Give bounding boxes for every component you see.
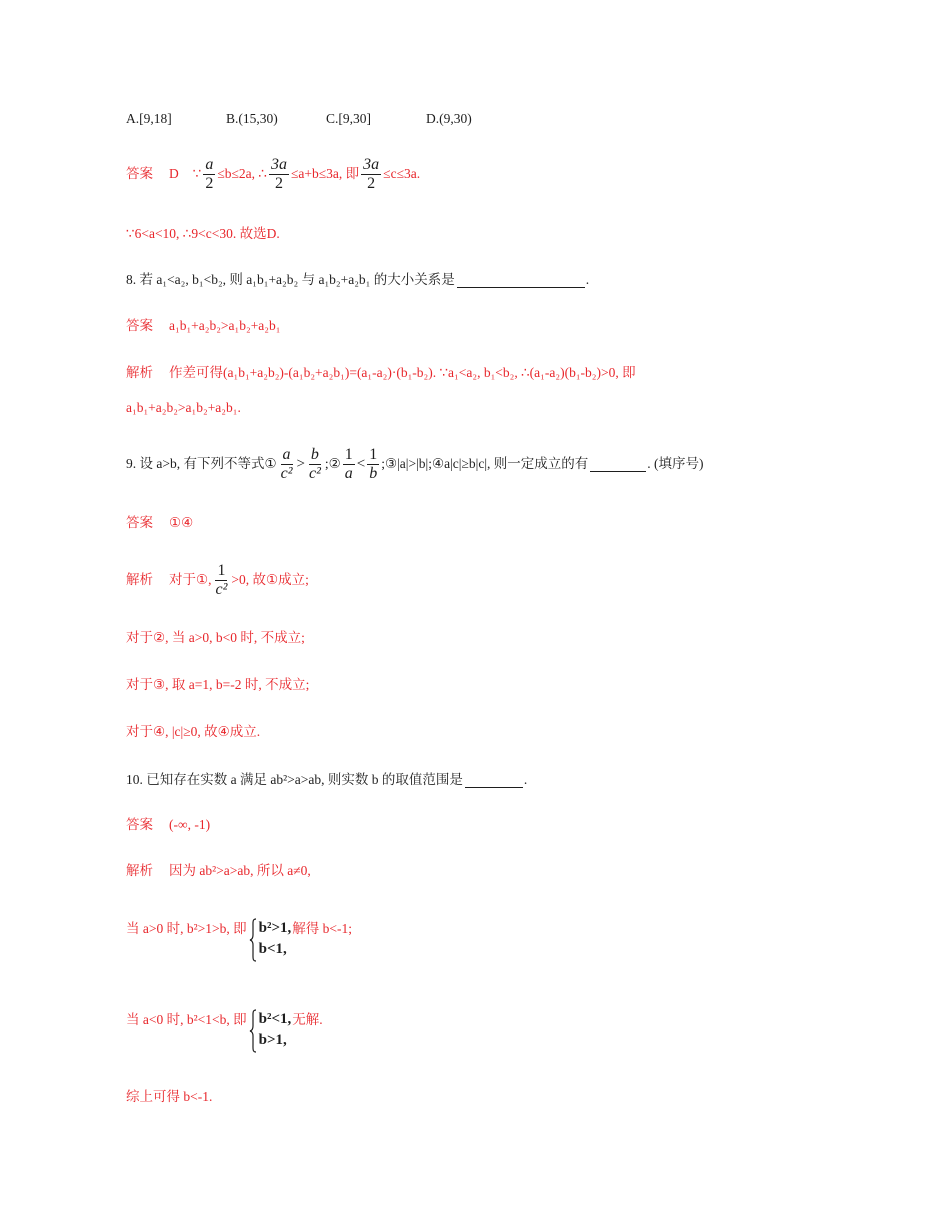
analysis-text: 对于③, 取 a=1, b=-2 时, 不成立; bbox=[126, 677, 310, 692]
q10-case-2 bbox=[126, 1009, 323, 1053]
fraction bbox=[307, 447, 323, 482]
analysis-label: 解析 bbox=[126, 572, 153, 587]
answer-blank bbox=[457, 273, 585, 288]
q9-analysis-row-2 bbox=[126, 628, 305, 648]
answer-value: ①④ bbox=[169, 515, 194, 530]
math-operator: < bbox=[356, 456, 366, 472]
question-text: 10. 已知存在实数 a 满足 ab²>a>ab, 则实数 b 的取值范围是 bbox=[126, 772, 463, 787]
q10-stem bbox=[126, 770, 527, 790]
answer-blank bbox=[590, 457, 646, 472]
q7-options bbox=[126, 109, 526, 129]
answer-label: 答案 bbox=[126, 318, 153, 333]
question-text-end: . (填序号) bbox=[647, 456, 704, 471]
fraction-numerator: b bbox=[310, 445, 319, 463]
q10-analysis-row bbox=[126, 861, 311, 881]
system-row: b²<1, bbox=[258, 1011, 292, 1027]
q7-solution-line-2 bbox=[126, 224, 280, 244]
q9-analysis-row-3 bbox=[126, 675, 309, 695]
fraction-numerator: 1 bbox=[217, 561, 226, 579]
inequality-system bbox=[259, 1009, 292, 1051]
q10-answer-row bbox=[126, 815, 210, 835]
analysis-text: 作差可得(a₁b₁+a₂b₂)-(a₁b₂+a₂b₁)=(a₁-a₂)·(b₁-b₂). ∵a₁<a₂, b₁<b₂, ∴(a₁-a₂)(b₁-b₂)>0, 即 bbox=[169, 365, 636, 380]
option-b: B.(15,30) bbox=[226, 111, 278, 126]
answer-label: 答案 bbox=[126, 515, 153, 530]
question-text: ;③|a|>|b|;④a|c|≥b|c|, 则一定成立的有 bbox=[381, 456, 589, 471]
fraction bbox=[279, 447, 295, 482]
q7-answer-row bbox=[126, 154, 420, 194]
answer-label: 答案 bbox=[126, 817, 153, 832]
fraction bbox=[203, 157, 215, 192]
fraction bbox=[213, 563, 229, 598]
system-row: b<1, bbox=[258, 941, 287, 957]
analysis-text: 对于④, |c|≥0, 故④成立. bbox=[126, 724, 261, 739]
fraction bbox=[361, 157, 381, 192]
conclusion-text: 综上可得 b<-1. bbox=[126, 1089, 213, 1104]
fraction-numerator: 1 bbox=[344, 445, 353, 463]
q8-analysis-row bbox=[126, 363, 636, 383]
option-d: D.(9,30) bbox=[426, 111, 472, 126]
case-suffix: 解得 b<-1; bbox=[292, 921, 353, 936]
analysis-text: 因为 ab²>a>ab, 所以 a≠0, bbox=[169, 863, 311, 878]
q9-stem bbox=[126, 444, 704, 484]
fraction bbox=[367, 447, 379, 482]
q9-analysis-row-4 bbox=[126, 722, 260, 742]
analysis-text: 对于①, bbox=[169, 572, 212, 587]
analysis-text: a₁b₁+a₂b₂>a₁b₂+a₂b₁. bbox=[126, 400, 241, 415]
option-a: A.[9,18] bbox=[126, 111, 172, 126]
q9-answer-row bbox=[126, 513, 193, 533]
fraction-denominator: b bbox=[369, 464, 378, 482]
fraction-numerator: a bbox=[282, 445, 291, 463]
answer-blank bbox=[465, 773, 523, 788]
analysis-text: 对于②, 当 a>0, b<0 时, 不成立; bbox=[126, 630, 305, 645]
q9-analysis-row bbox=[126, 560, 309, 600]
case-prefix: 当 a>0 时, b²>1>b, 即 bbox=[126, 921, 247, 936]
fraction-numerator: a bbox=[205, 155, 214, 173]
analysis-label: 解析 bbox=[126, 863, 153, 878]
fraction bbox=[269, 157, 289, 192]
question-text: 9. 设 a>b, 有下列不等式① bbox=[126, 456, 277, 471]
fraction-denominator: 2 bbox=[275, 174, 283, 192]
case-prefix: 当 a<0 时, b²<1<b, 即 bbox=[126, 1012, 247, 1027]
solution-text: ≤c≤3a. bbox=[383, 166, 421, 181]
system-row: b²>1, bbox=[258, 920, 292, 936]
solution-text: ∵ bbox=[192, 166, 202, 181]
question-text: ;② bbox=[324, 456, 341, 471]
fraction-denominator: 2 bbox=[367, 174, 376, 192]
option-c: C.[9,30] bbox=[326, 111, 371, 126]
fraction-denominator: c² bbox=[215, 580, 228, 598]
q8-stem bbox=[126, 270, 589, 290]
question-text-end: . bbox=[585, 272, 590, 287]
left-brace-icon bbox=[249, 918, 257, 962]
analysis-label: 解析 bbox=[126, 365, 153, 380]
fraction-denominator: 2 bbox=[205, 174, 214, 192]
q8-answer-row bbox=[126, 316, 280, 336]
system-row: b>1, bbox=[258, 1032, 287, 1048]
fraction-numerator: 3a bbox=[271, 155, 287, 173]
analysis-text: >0, 故①成立; bbox=[231, 572, 309, 587]
question-text: 8. 若 a₁<a₂, b₁<b₂, 则 a₁b₁+a₂b₂ 与 a₁b₂+a₂b₁ 的大小关系是 bbox=[126, 272, 455, 287]
fraction-numerator: 3a bbox=[363, 155, 380, 173]
math-operator: > bbox=[296, 456, 305, 472]
solution-text: ∵6<a<10, ∴9<c<30. 故选D. bbox=[126, 226, 280, 241]
fraction-denominator: c² bbox=[280, 464, 293, 482]
answer-value: D bbox=[169, 166, 179, 181]
answer-label: 答案 bbox=[126, 166, 153, 181]
q10-case-1 bbox=[126, 918, 352, 962]
inequality-system bbox=[259, 918, 292, 960]
fraction bbox=[343, 447, 355, 482]
answer-value: a₁b₁+a₂b₂>a₁b₂+a₂b₁ bbox=[169, 318, 281, 333]
solution-text: ≤b≤2a, ∴ bbox=[217, 166, 267, 181]
fraction-denominator: c² bbox=[308, 464, 321, 482]
question-text-end: . bbox=[523, 772, 528, 787]
solution-text: ≤a+b≤3a, 即 bbox=[291, 166, 360, 181]
left-brace-icon bbox=[249, 1009, 257, 1053]
q8-analysis-row-2 bbox=[126, 398, 241, 418]
answer-value: (-∞, -1) bbox=[169, 817, 211, 832]
case-suffix: 无解. bbox=[292, 1012, 323, 1027]
fraction-denominator: a bbox=[344, 464, 353, 482]
fraction-numerator: 1 bbox=[369, 445, 378, 463]
q10-conclusion bbox=[126, 1087, 212, 1107]
